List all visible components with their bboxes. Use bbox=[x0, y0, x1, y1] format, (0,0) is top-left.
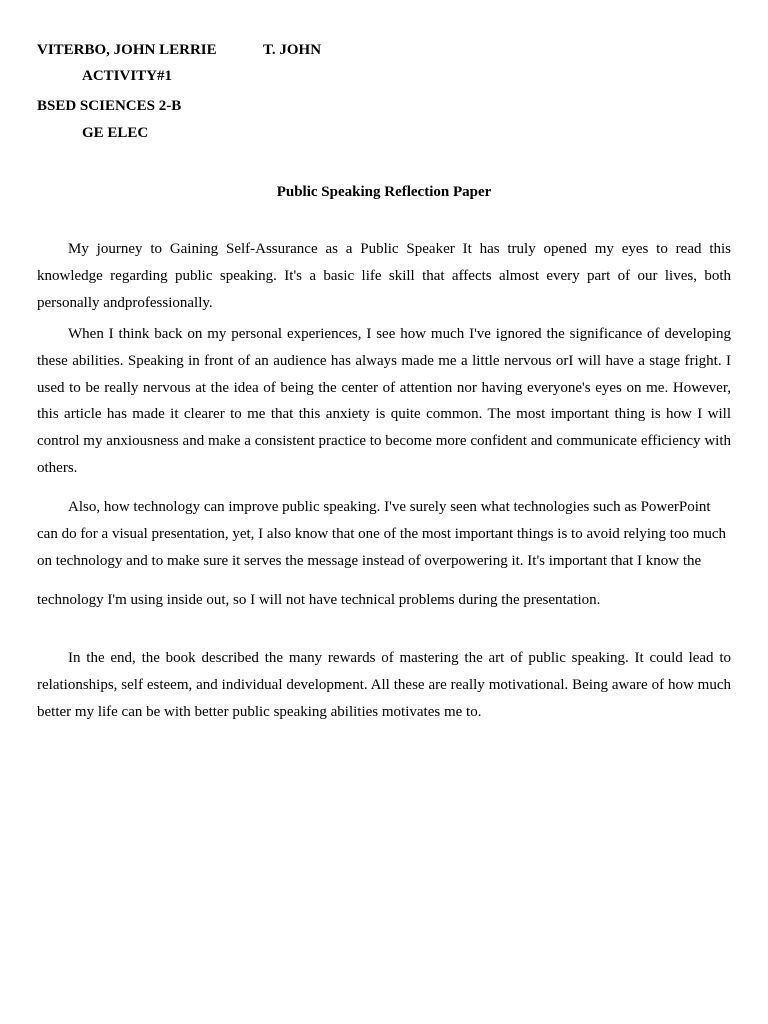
student-name: VITERBO, JOHN LERRIE bbox=[37, 42, 217, 58]
subject-label: GE ELEC bbox=[82, 125, 149, 141]
activity-label: ACTIVITY#1 bbox=[82, 68, 173, 84]
paragraph-intro: My journey to Gaining Self-Assurance as a Public Speaker It has truly opened my eyes to read this knowledge regarding public speaking. It's a basic life skill that affects almost every part of our lives, both personally andprofessionally. bbox=[37, 241, 731, 311]
paragraph-technology: Also, how technology can improve public speaking. I've surely seen what technologies such as PowerPoint can do for a visual presentation, yet, I also know that one of the most important things is to avoid relying too much on technology and to make sure it serves the message instead of overpowering it. It's important that I know the bbox=[37, 499, 727, 569]
paragraph-conclusion: In the end, the book described the many rewards of mastering the art of public speaking. It could lead to relationships, self esteem, and individual development. All these are really motivational. Being aware of how much better my life can be with better public speaking abilities motivates me to. bbox=[37, 650, 731, 720]
paragraph-experience: When I think back on my personal experiences, I see how much I've ignored the significance of developing these abilities. Speaking in front of an audience has always made me a little nervous orI will have a stage fright. I used to be really nervous at the idea of being the center of attention nor having everyone's eyes on me. However, this article has made it clearer to me that this anxiety is quite common. The most important thing is how I will control my anxiousness and make a consistent practice to become more confident and communicate efficiency with others. bbox=[37, 326, 731, 476]
course-section: BSED SCIENCES 2-B bbox=[37, 98, 182, 114]
paragraph-technology-continued: technology I'm using inside out, so I will not have technical problems during the presentation. bbox=[37, 592, 601, 608]
teacher-name: T. JOHN bbox=[263, 42, 322, 58]
document-title: Public Speaking Reflection Paper bbox=[276, 184, 492, 200]
